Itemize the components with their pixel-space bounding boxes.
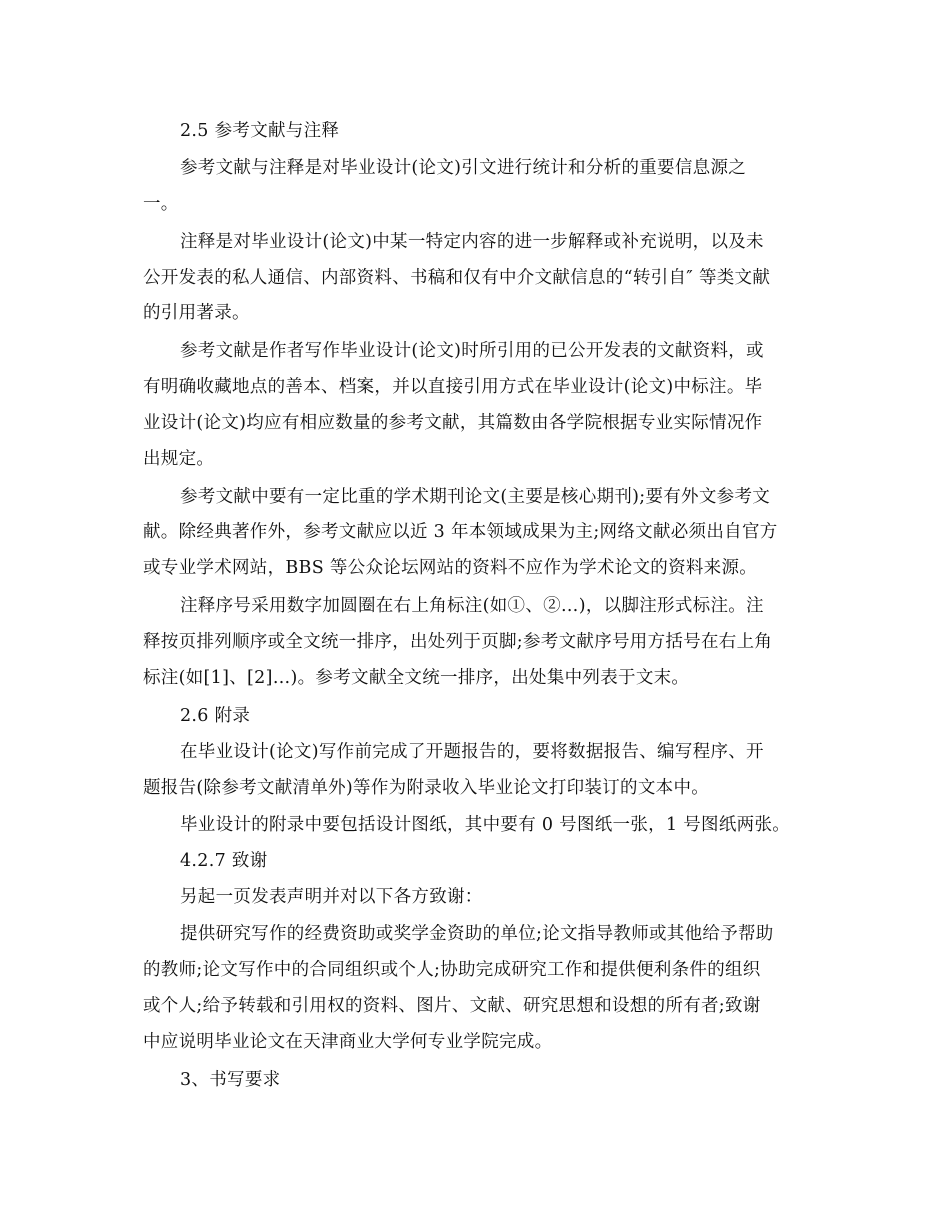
- paragraph-line: 毕业设计的附录中要包括设计图纸，其中要有 0 号图纸一张，1 号图纸两张。: [180, 815, 791, 835]
- paragraph-line: 参考文献是作者写作毕业设计(论文)时所引用的已公开发表的文献资料，或: [180, 341, 764, 361]
- section-heading-2-5: 2.5 参考文献与注释: [180, 121, 340, 141]
- paragraph-line: 出规定。: [143, 449, 215, 469]
- paragraph-line: 参考文献中要有一定比重的学术期刊论文(主要是核心期刊);要有外文参考文: [180, 487, 771, 507]
- paragraph-line: 的引用著录。: [143, 303, 250, 323]
- section-heading-4-2-7: 4.2.7 致谢: [180, 851, 268, 871]
- paragraph-line: 题报告(除参考文献清单外)等作为附录收入毕业论文打印装订的文本中。: [143, 778, 710, 798]
- paragraph-line: 提供研究写作的经费资助或奖学金资助的单位;论文指导教师或其他给予帮助: [180, 924, 774, 944]
- paragraph-line: 注释是对毕业设计(论文)中某一特定内容的进一步解释或补充说明，以及未: [180, 232, 764, 252]
- paragraph-line: 在毕业设计(论文)写作前完成了开题报告的，要将数据报告、编写程序、开: [180, 742, 764, 762]
- paragraph-line: 有明确收藏地点的善本、档案，并以直接引用方式在毕业设计(论文)中标注。毕: [143, 377, 763, 397]
- paragraph-line: 献。除经典著作外，参考文献应以近 3 年本领域成果为主;网络文献必须出自官方: [143, 522, 778, 542]
- paragraph-line: 或个人;给予转载和引用权的资料、图片、文献、研究思想和设想的所有者;致谢: [143, 996, 761, 1016]
- paragraph-line: 标注(如[1]、[2]…)。参考文献全文统一排序，出处集中列表于文末。: [143, 668, 690, 688]
- section-heading-2-6: 2.6 附录: [180, 706, 251, 726]
- paragraph-line: 释按页排列顺序或全文统一排序，出处列于页脚;参考文献序号用方括号在右上角: [143, 632, 773, 652]
- paragraph-line: 另起一页发表声明并对以下各方致谢：: [180, 887, 483, 907]
- paragraph-line: 公开发表的私人通信、内部资料、书稿和仅有中介文献信息的“转引自″ 等类文献: [143, 268, 771, 288]
- paragraph-line: 注释序号采用数字加圆圈在右上角标注(如①、②…)，以脚注形式标注。注: [180, 596, 764, 616]
- paragraph-line: 一。: [143, 194, 179, 214]
- paragraph-line: 或专业学术网站，BBS 等公众论坛网站的资料不应作为学术论文的资料来源。: [143, 558, 758, 578]
- section-heading-3: 3、书写要求: [180, 1070, 281, 1090]
- paragraph-line: 中应说明毕业论文在天津商业大学何专业学院完成。: [143, 1032, 553, 1052]
- paragraph-line: 业设计(论文)均应有相应数量的参考文献，其篇数由各学院根据专业实际情况作: [143, 413, 763, 433]
- paragraph-line: 的教师;论文写作中的合同组织或个人;协助完成研究工作和提供便利条件的组织: [143, 960, 761, 980]
- paragraph-line: 参考文献与注释是对毕业设计(论文)引文进行统计和分析的重要信息源之: [180, 158, 747, 178]
